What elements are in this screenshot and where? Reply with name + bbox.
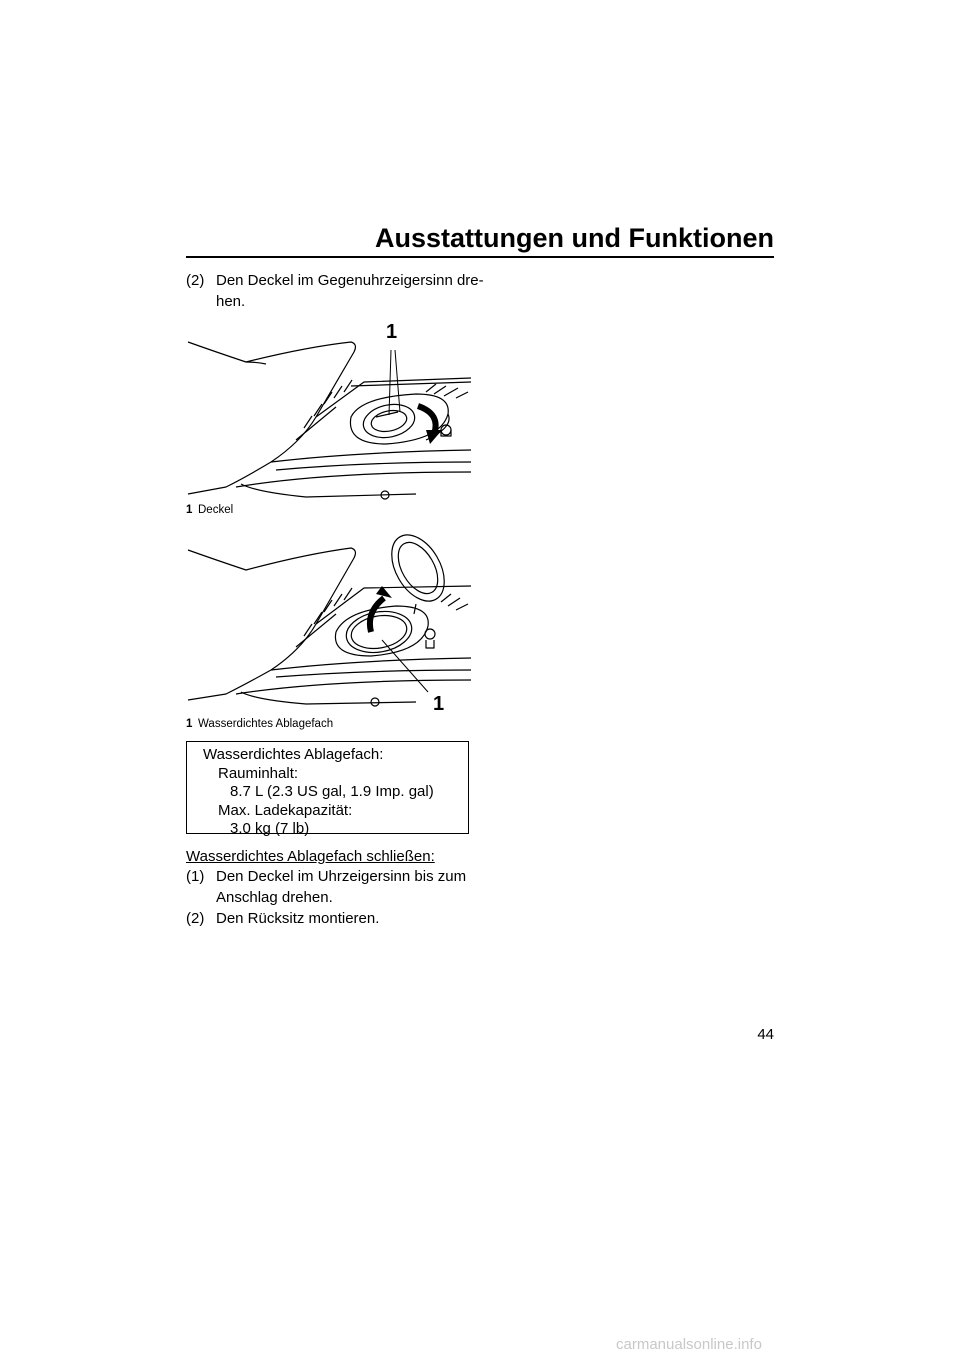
illustration-lid-open xyxy=(186,322,471,507)
callout-1: 1 xyxy=(386,321,398,343)
page-number: 44 xyxy=(757,1026,774,1043)
close-step-2: (2) Den Rücksitz montieren. xyxy=(186,910,380,927)
step-number: (2) xyxy=(186,272,205,289)
spec-heading: Wasserdichtes Ablagefach: xyxy=(203,746,384,763)
illustration-storage-compartment xyxy=(186,532,471,717)
step-open-2 xyxy=(186,270,486,312)
title-rule xyxy=(186,256,774,258)
spec-capacity-label: Rauminhalt: xyxy=(218,764,299,782)
spec-box xyxy=(186,741,469,837)
spec-load-label: Max. Ladekapazität: xyxy=(218,801,353,819)
callout-1: 1 xyxy=(433,693,445,715)
figure-caption: 1 Wasserdichtes Ablagefach xyxy=(186,718,334,730)
step-text: Den Deckel im Gegenuhrzeigersinn dre- xyxy=(216,272,484,289)
section-heading: Wasserdichtes Ablagefach schließen: xyxy=(186,848,435,865)
step-text-cont: hen. xyxy=(216,293,246,310)
footer-watermark: carmanualsonline.info xyxy=(616,1336,762,1353)
spec-capacity-value: 8.7 L (2.3 US gal, 1.9 Imp. gal) xyxy=(230,783,434,800)
figure-caption: 1 Deckel xyxy=(186,504,234,516)
page-title: Ausstattungen und Funktionen xyxy=(375,223,774,253)
spec-load-value: 3.0 kg (7 lb) xyxy=(230,820,310,837)
close-step-1: (1) Den Deckel im Uhrzeigersinn bis zum Anschlag drehen. xyxy=(186,868,467,906)
